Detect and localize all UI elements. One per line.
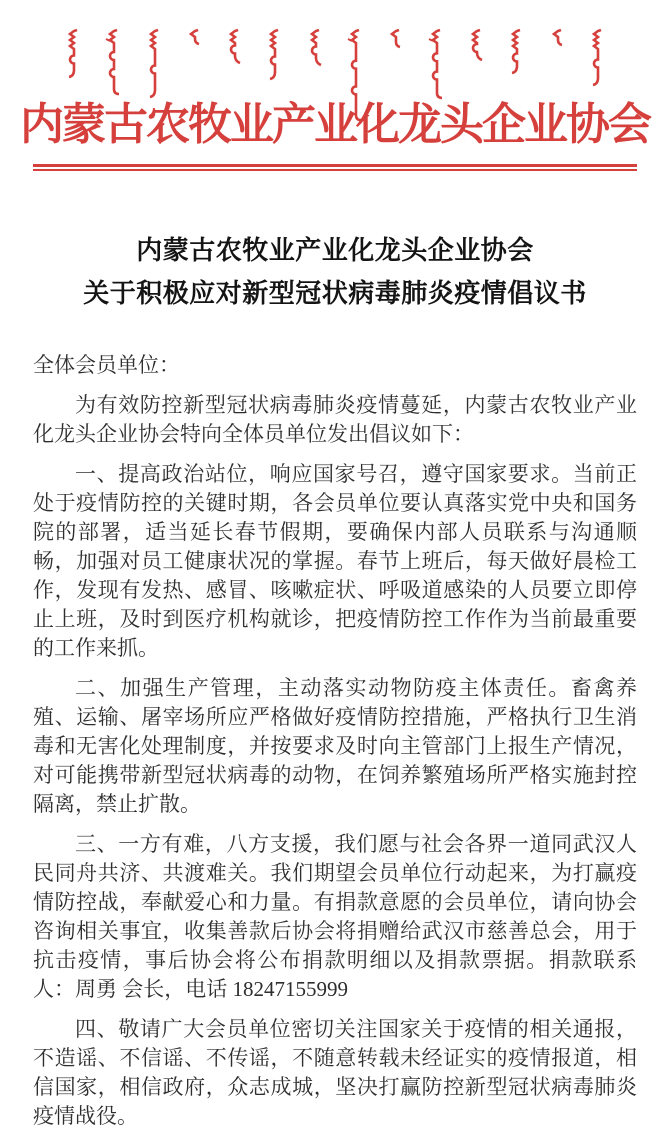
- mongolian-word-glyph: [508, 27, 524, 81]
- letterhead: [0, 27, 670, 171]
- document-title: [20, 229, 650, 315]
- mongolian-word-glyph: [307, 27, 323, 73]
- document-title-line-2: 关于积极应对新型冠状病毒肺炎疫情倡议书: [83, 278, 587, 308]
- letterhead-divider-rule: [33, 164, 637, 171]
- org-name-red-title: 内蒙古农牧业产业化龙头企业协会: [20, 100, 650, 149]
- paragraph-item-2: 二、加强生产管理，主动落实动物防疫主体责任。畜禽养殖、运输、屠宰场所应严格做好疫情防控措施，严格执行卫生消毒和无害化处理制度，并按要求及时向主管部门上报生产情况，对可能携带新型冠状病毒的动物，在饲养繁殖场所严格实施封控隔离，禁止扩散。: [33, 675, 637, 816]
- mongolian-word-glyph: [549, 27, 565, 55]
- letter-content: [33, 351, 637, 1131]
- paragraph-item-3: 三、一方有难，八方支援，我们愿与社会各界一道同武汉人民同舟共济、共渡难关。我们期望会员单位行动起来，为打赢疫情防控战，奉献爱心和力量。有捐款意愿的会员单位，请向协会咨询相关事宜，收集善款后协会将捐赠给武汉市慈善总会，用于抗击疫情，事后协会将公布捐款明细以及捐款票据。捐款联系人：周勇 会长，电话 18247155999: [33, 831, 637, 1001]
- document-page: [0, 27, 670, 1128]
- mongolian-word-glyph: [428, 27, 444, 105]
- mongolian-word-glyph: [387, 27, 403, 57]
- mongolian-word-glyph: [146, 27, 162, 105]
- paragraph-item-4: 四、敬请广大会员单位密切关注国家关于疫情的相关通报，不造谣、不信谣、不传谣，不随意转载未经证实的疫情报道，相信国家，相信政府，众志成城，坚决打赢防控新型冠状病毒肺炎疫情战役。: [33, 1016, 637, 1128]
- mongolian-word-glyph: [186, 27, 202, 53]
- salutation: 全体会员单位：: [33, 352, 180, 377]
- document-title-line-1: 内蒙古农牧业产业化龙头企业协会: [136, 235, 534, 265]
- mongolian-word-glyph: [65, 27, 81, 85]
- paragraph-intro: 为有效防控新型冠状病毒肺炎疫情蔓延，内蒙古农牧业产业化龙头企业协会特向全体员单位发出倡议如下：: [33, 392, 637, 446]
- mongolian-word-glyph: [266, 27, 282, 87]
- mongolian-word-glyph: [105, 27, 121, 101]
- mongolian-word-glyph: [226, 27, 242, 71]
- paragraph-item-1: 一、提高政治站位，响应国家号召，遵守国家要求。当前正处于疫情防控的关键时期，各会员单位要认真落实党中央和国务院的部署，适当延长春节假期，要确保内部人员联系与沟通顺畅，加强对员工健康状况的掌握。春节上班后，每天做好晨检工作，发现有发热、感冒、咳嗽症状、呼吸道感染的人员要立即停止上班，及时到医疗机构就诊，把疫情防控工作作为当前最重要的工作来抓。: [33, 461, 637, 660]
- mongolian-word-glyph: [589, 27, 605, 93]
- document-body: [0, 229, 670, 1131]
- mongolian-word-glyph: [468, 27, 484, 67]
- mongolian-vertical-script: [65, 27, 605, 99]
